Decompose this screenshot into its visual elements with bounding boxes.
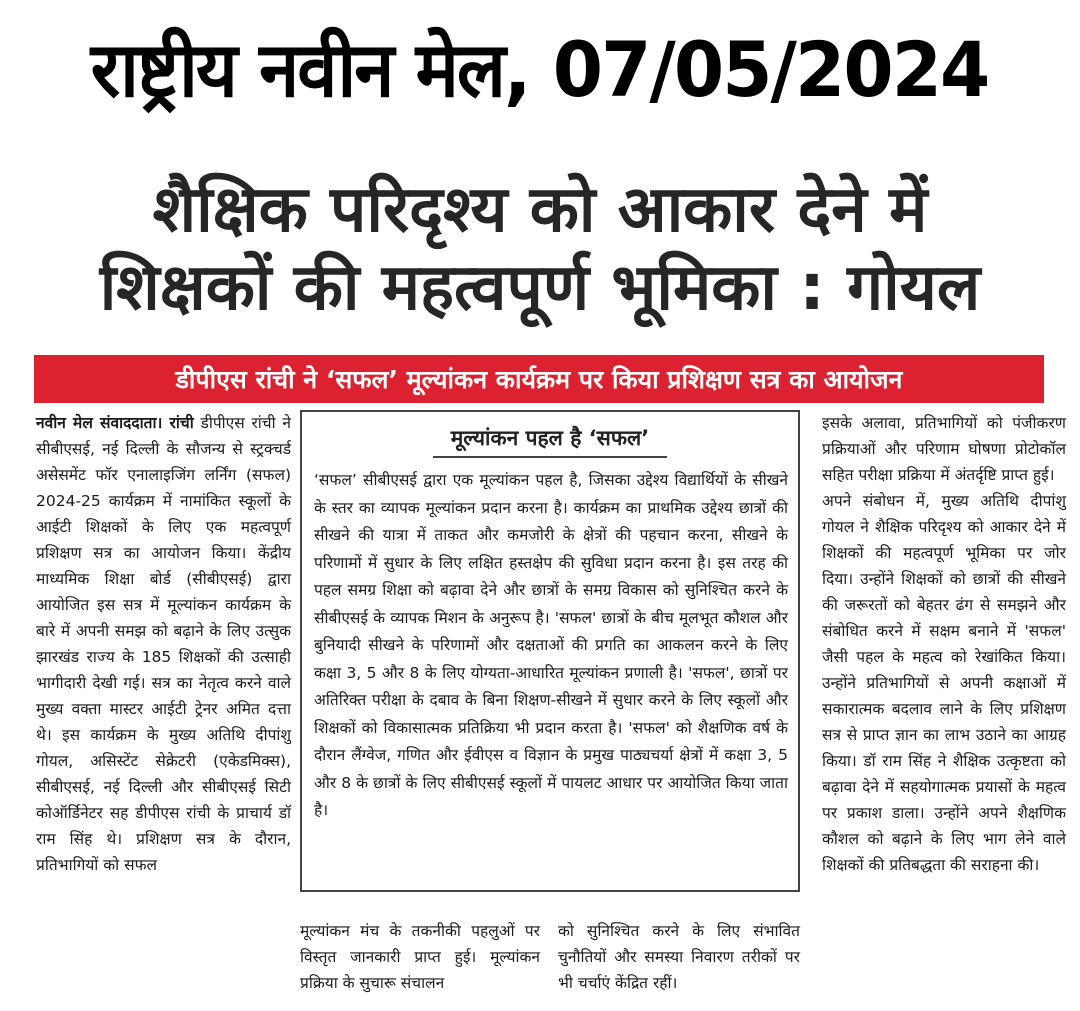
byline: नवीन मेल संवाददाता। रांची bbox=[36, 414, 194, 432]
article-left-text bbox=[36, 410, 291, 878]
headline-line-2: शिक्षकों की महत्वपूर्ण भूमिका : गोयल bbox=[99, 251, 981, 325]
bottom-right-text: को सुनिश्चित करने के लिए संभावित चुनौतियों और समस्या निवारण तरीकों पर भी चर्चाएं केंद्रित रहीं। bbox=[558, 921, 800, 992]
sidebar-box bbox=[300, 410, 800, 892]
bottom-left-text: मूल्यांकन मंच के तकनीकी पहलुओं पर विस्तृत जानकारी प्राप्त हुई। मूल्यांकन प्रक्रिया के सुचारू संचालन bbox=[300, 921, 540, 992]
right-column-paragraph-2: अपने संबोधन में, मुख्य अतिथि दीपांशु गोयल ने शैक्षिक परिदृश्य को आकार देने में शिक्षकों की महत्वपूर्ण भूमिका पर जोर दिया। उन्होंने शिक्षकों को छात्रों की सीखने की जरूरतों को बेहतर ढंग से समझने और संबोधित करने में सक्षम बनाने में 'सफल' जैसी पहल के महत्व को रेखांकित किया। उन्होंने प्रतिभागियों से अपनी कक्षाओं में सकारात्मक बदलाव लाने के लिए प्रशिक्षण सत्र से प्राप्त ज्ञान का लाभ उठाने का आग्रह किया। डॉ राम सिंह ने शैक्षिक उत्कृष्टता को बढ़ावा देने में सहयोगात्मक प्रयासों के महत्व पर प्रकाश डाला। उन्होंने अपने शैक्षणिक कौशल को बढ़ाने के लिए भाग लेने वाले शिक्षकों की प्रतिबद्धता की सराहना की। bbox=[822, 492, 1066, 874]
sidebar-box-text: ‘सफल’ सीबीएसई द्वारा एक मूल्यांकन पहल है, जिसका उद्देश्य विद्यार्थियों के सीखने के स्तर का व्यापक मूल्यांकन प्रदान करना है। कार्यक्रम का प्राथमिक उद्देश्य छात्रों की सीखने की यात्रा में ताकत और कमजोरी के क्षेत्रों की पहचान करना, सीखने के परिणामों में सुधार के लिए लक्षित हस्तक्षेप की सुविधा प्रदान करना है। इस तरह की पहल समग्र शिक्षा को बढ़ावा देने और छात्रों के समग्र विकास को सुनिश्चित करने के सीबीएसई के व्यापक मिशन के अनुरूप है। 'सफल' छात्रों के बीच मूलभूत कौशल और बुनियादी सीखने के परिणामों और दक्षताओं की प्रगति का आकलन करने के लिए कक्षा 3, 5 और 8 के लिए योग्यता-आधारित मूल्यांकन प्रणाली है। 'सफल', छात्रों पर अतिरिक्त परीक्षा के दबाव के बिना शिक्षण-सीखने में सुधार करने के लिए स्कूलों और शिक्षकों को विकासात्मक प्रतिक्रिया भी प्रदान करता है। 'सफल' को शैक्षणिक वर्ष के दौरान लैंग्वेज, गणित और ईवीएस व विज्ञान के प्रमुख पाठ्यचर्या क्षेत्रों में कक्षा 3, 5 और 8 के छात्रों के लिए सीबीएसई स्कूलों में पायलट आधार पर आयोजित किया जाता है। bbox=[314, 471, 788, 819]
headline-line-1: शैक्षिक परिदृश्य को आकार देने में bbox=[152, 173, 928, 247]
article-left-column bbox=[36, 410, 291, 878]
right-column-paragraph-1: इसके अलावा, प्रतिभागियों को पंजीकरण प्रक्रियाओं और परिणाम घोषणा प्रोटोकॉल सहित परीक्षा प्रक्रिया में अंतर्दृष्टि प्राप्त हुई। bbox=[822, 414, 1066, 484]
article-bottom-right bbox=[558, 902, 800, 1011]
left-column-text: डीपीएस रांची ने सीबीएसई, नई दिल्ली के सौजन्य से स्ट्रक्चर्ड असेसमेंट फॉर एनालाइजिंग लर्निंग (सफल) 2024-25 कार्यक्रम में नामांकित स्कूलों के आईटी शिक्षकों के लिए एक महत्वपूर्ण प्रशिक्षण सत्र का आयोजन किया। केंद्रीय माध्यमिक शिक्षा बोर्ड (सीबीएसई) द्वारा आयोजित इस सत्र में मूल्यांकन कार्यक्रम के बारे में अपनी समझ को बढ़ाने के लिए उत्सुक झारखंड राज्य के 185 शिक्षकों की उत्साही भागीदारी देखी गई। सत्र का नेतृत्व करने वाले मुख्य वक्ता मास्टर आईटी ट्रेनर अमित दत्ता थे। इस कार्यक्रम के मुख्य अतिथि दीपांशु गोयल, असिस्टेंट सेक्रेटरी (एकेडमिक्स), सीबीएसई, नई दिल्ली और सीबीएसई सिटी कोऑर्डिनेटर सह डीपीएस रांची के प्राचार्य डॉ राम सिंह थे। प्रशिक्षण सत्र के दौरान, प्रतिभागियों को सफल bbox=[36, 414, 292, 874]
subheadline-banner bbox=[34, 355, 1044, 403]
article-bottom-left bbox=[300, 902, 540, 1011]
subheadline-text: डीपीएस रांची ने ‘सफल’ मूल्यांकन कार्यक्रम पर किया प्रशिक्षण सत्र का आयोजन bbox=[175, 365, 903, 394]
masthead bbox=[0, 0, 1080, 135]
sidebar-box-body bbox=[314, 467, 788, 825]
masthead-title: राष्ट्रीय नवीन मेल, 07/05/2024 bbox=[91, 25, 989, 114]
article-right-column bbox=[822, 410, 1066, 878]
sidebar-box-title: मूल्यांकन पहल है ‘सफल’ bbox=[433, 424, 668, 458]
